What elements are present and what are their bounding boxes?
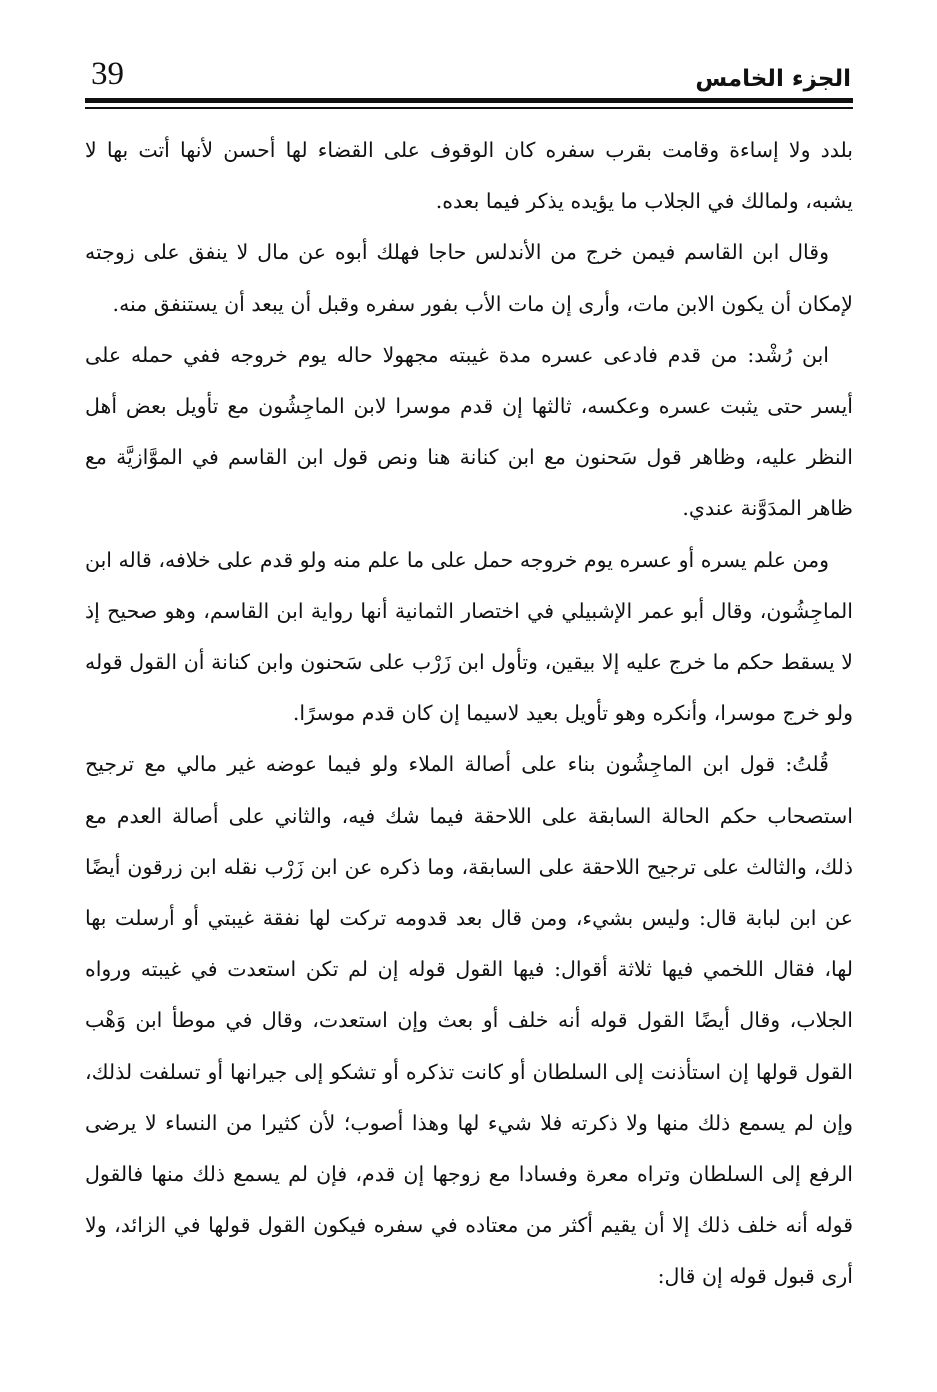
paragraph-3: ابن رُشْد: من قدم فادعى عسره مدة غيبته مجهولا حاله يوم خروجه ففي حمله على أيسر حتى يثبت عسره وعكسه، ثالثها إن قدم موسرا لابن الماجِشُون مع تأويل بعض أهل النظر عليه، وظاهر قول سَحنون مع ابن كنانة هنا ونص قول ابن القاسم في الموَّازيَّة مع ظاهر المدَوَّنة عندي.	[85, 342, 853, 521]
paragraph-5: قُلتُ: قول ابن الماجِشُون بناء على أصالة الملاء ولو فيما عوضه غير مالي مع ترجيح استصحاب حكم الحالة السابقة على اللاحقة فيما شك فيه، والثاني على أصالة العدم مع ذلك، والثالث على ترجيح اللاحقة على السابقة، وما ذكره عن ابن زَرْب نقله ابن زرقون أيضًا عن ابن لبابة قال: وليس بشيء، ومن قال بعد قدومه تركت لها نفقة غيبتي أو أرسلت بها لها، فقال اللخمي فيها ثلاثة أقوال: فيها القول قوله إن لم تكن استعدت في غيبته ورواه الجلاب، وقال أيضًا القول قوله أنه خلف أو بعث وإن استعدت، وقال في موطأ ابن وَهْب القول قولها إن استأذنت إلى السلطان أو كانت تذكره أو تشكو إلى جيرانها أو تسلفت لذلك، وإن لم يسمع ذلك منها ولا ذكرته فلا شيء لها وهذا أصوب؛ لأن كثيرا من النساء لا يرضى الرفع إلى السلطان وتراه معرة وفسادا مع زوجها إن قدم، فإن لم يسمع ذلك منها فالقول قوله أنه خلف ذلك إلا أن يقيم أكثر من معتاده في سفره فيكون القول قولها في الزائد، ولا أرى قبول قوله إن قال:	[85, 752, 853, 1289]
header-rule-thick	[85, 98, 853, 103]
body-text	[85, 125, 853, 1303]
running-title: الجزء الخامس	[695, 66, 851, 92]
paragraph-1: بلدد ولا إساءة وقامت بقرب سفره كان الوقوف على القضاء لها أحسن لأنها أتت بها لا يشبه، ولمالك في الجلاب ما يؤيده يذكر فيما بعده.	[85, 138, 853, 214]
page-number: 39	[91, 56, 124, 92]
paragraph-4: ومن علم يسره أو عسره يوم خروجه حمل على ما علم منه ولو قدم على خلافه، قاله ابن الماجِشُون، وقال أبو عمر الإشبيلي في اختصار الثمانية أنها رواية ابن القاسم، وهو صحيح إذ لا يسقط حكم ما خرج عليه إلا بيقين، وتأول ابن زَرْب على سَحنون وابن كنانة أن القول قوله ولو خرج موسرا، وأنكره وهو تأويل بعيد لاسيما إن كان قدم موسرًا.	[85, 547, 853, 726]
header-rule-thin	[85, 107, 853, 109]
paragraph-2: وقال ابن القاسم فيمن خرج من الأندلس حاجا فهلك أبوه عن مال لا ينفق على زوجته لإمكان أن يكون الابن مات، وأرى إن مات الأب بفور سفره وقبل أن يبعد أن يستنفق منه.	[85, 240, 853, 316]
page-header	[85, 52, 853, 102]
